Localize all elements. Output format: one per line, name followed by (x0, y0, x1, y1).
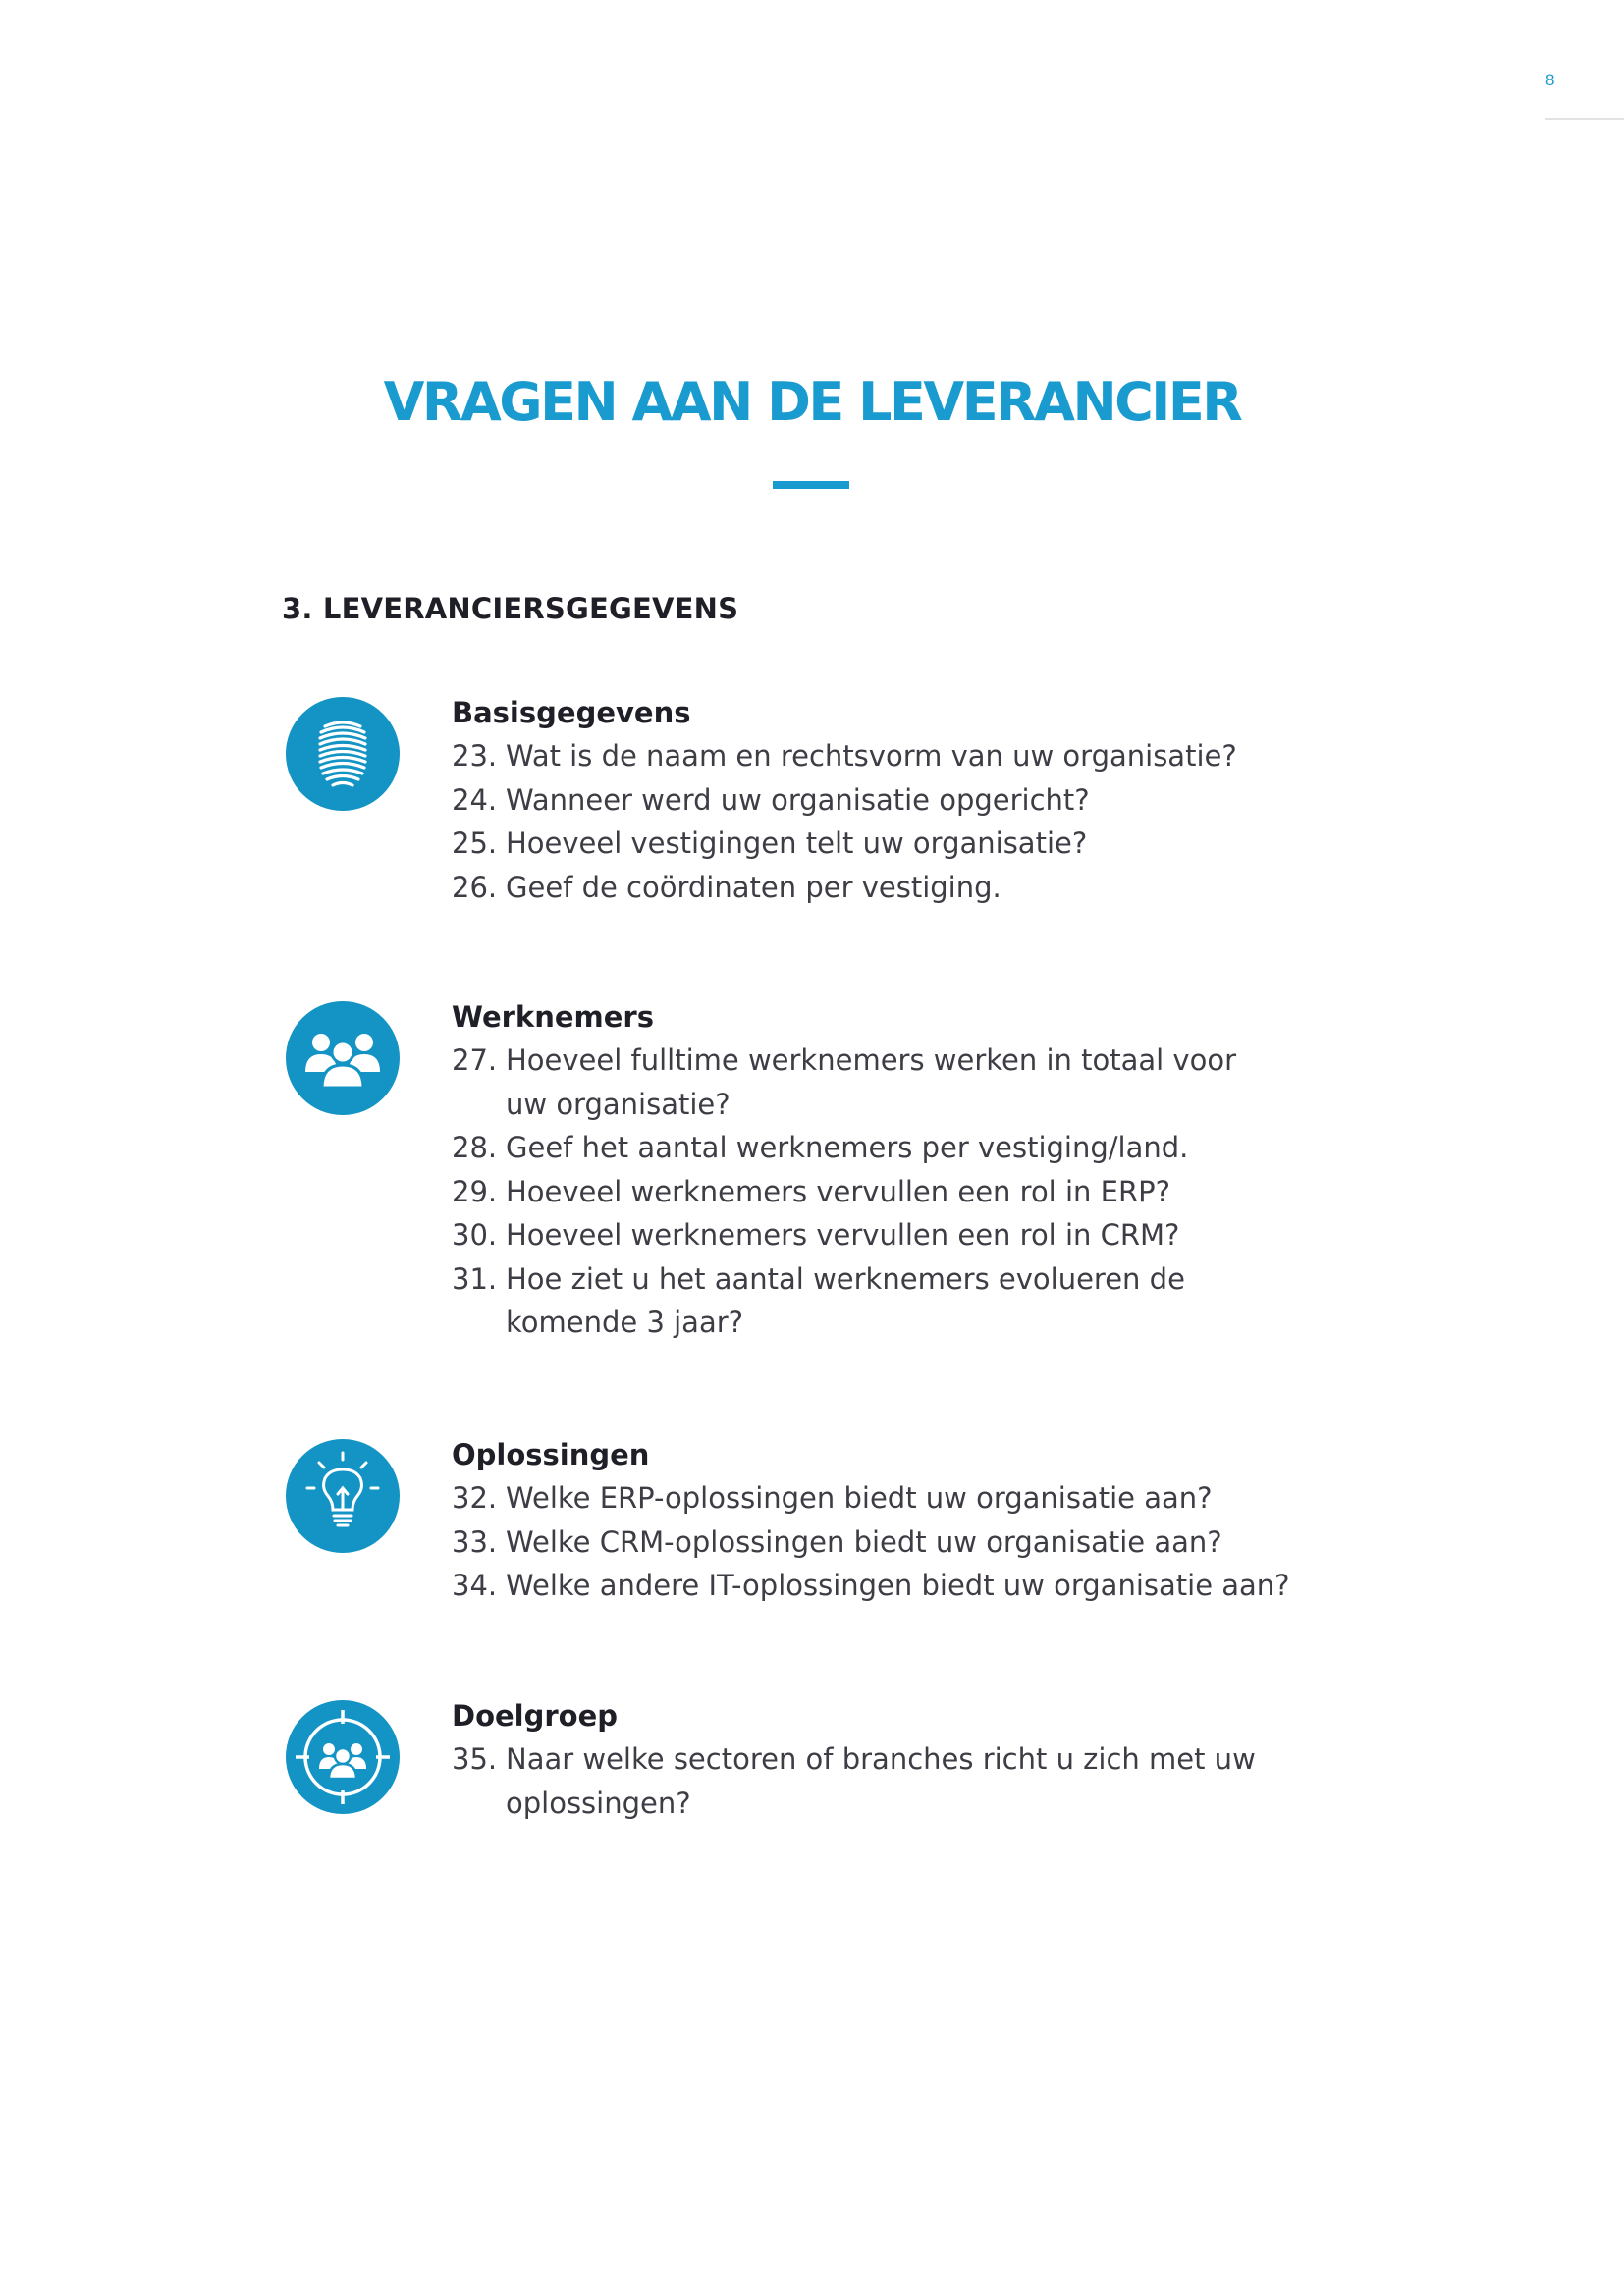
question-item (452, 1213, 1257, 1257)
question-list-basisgegevens (452, 734, 1335, 909)
lightbulb-icon (286, 1439, 400, 1553)
question-item (452, 866, 1335, 910)
question-item (452, 822, 1335, 866)
question-number: 31. (452, 1261, 498, 1296)
question-number: 32. (452, 1481, 498, 1515)
question-number: 28. (452, 1131, 498, 1164)
section-heading: 3. LEVERANCIERSGEGEVENS (282, 592, 739, 625)
question-item (452, 1737, 1276, 1825)
question-text: Hoeveel vestigingen telt uw organisatie? (506, 827, 1088, 860)
question-text: Geef het aantal werknemers per vestiging/land. (506, 1131, 1189, 1164)
question-text: Hoe ziet u het aantal werknemers evolueren de komende 3 jaar? (506, 1261, 1185, 1339)
question-text: Welke andere IT-oplossingen biedt uw organisatie aan? (506, 1569, 1290, 1602)
question-text: Hoeveel werknemers vervullen een rol in CRM? (506, 1218, 1180, 1252)
question-item (452, 1476, 1335, 1521)
question-item (452, 1039, 1257, 1126)
group-title-basisgegevens: Basisgegevens (452, 696, 691, 729)
question-item (452, 778, 1335, 823)
question-text: Welke ERP-oplossingen biedt uw organisatie aan? (506, 1481, 1213, 1515)
question-text: Wanneer werd uw organisatie opgericht? (506, 782, 1090, 817)
question-number: 35. (452, 1742, 498, 1776)
question-number: 30. (452, 1218, 498, 1252)
question-list-werknemers (452, 1039, 1257, 1345)
question-number: 23. (452, 739, 498, 773)
question-item (452, 734, 1335, 778)
question-item (452, 1564, 1335, 1608)
question-text: Geef de coördinaten per vestiging. (506, 870, 1001, 904)
group-title-werknemers: Werknemers (452, 1000, 654, 1034)
question-number: 26. (452, 870, 498, 904)
page-title: VRAGEN AAN DE LEVERANCIER (383, 371, 1241, 433)
group-title-doelgroep: Doelgroep (452, 1699, 619, 1733)
question-item (452, 1521, 1335, 1565)
question-item (452, 1126, 1257, 1170)
question-text: Wat is de naam en rechtsvorm van uw organisatie? (506, 739, 1237, 773)
page-number-rule (1545, 118, 1624, 120)
question-text: Hoeveel werknemers vervullen een rol in ERP? (506, 1174, 1170, 1208)
question-list-doelgroep (452, 1737, 1276, 1825)
question-number: 34. (452, 1569, 498, 1602)
question-item (452, 1170, 1257, 1214)
question-text: Naar welke sectoren of branches richt u zich met uw oplossingen? (506, 1742, 1256, 1820)
question-number: 27. (452, 1043, 498, 1077)
question-number: 33. (452, 1524, 498, 1559)
question-number: 25. (452, 827, 498, 860)
question-text: Hoeveel fulltime werknemers werken in totaal voor uw organisatie? (506, 1043, 1237, 1121)
question-list-oplossingen (452, 1476, 1335, 1608)
target-audience-icon (286, 1700, 400, 1814)
page-number: 8 (1545, 71, 1555, 89)
fingerprint-icon (286, 697, 400, 811)
people-group-icon (286, 1001, 400, 1115)
question-item (452, 1257, 1257, 1345)
question-number: 24. (452, 782, 498, 817)
question-text: Welke CRM-oplossingen biedt uw organisatie aan? (506, 1524, 1222, 1559)
question-number: 29. (452, 1174, 498, 1208)
title-underline (773, 481, 849, 489)
group-title-oplossingen: Oplossingen (452, 1438, 650, 1471)
